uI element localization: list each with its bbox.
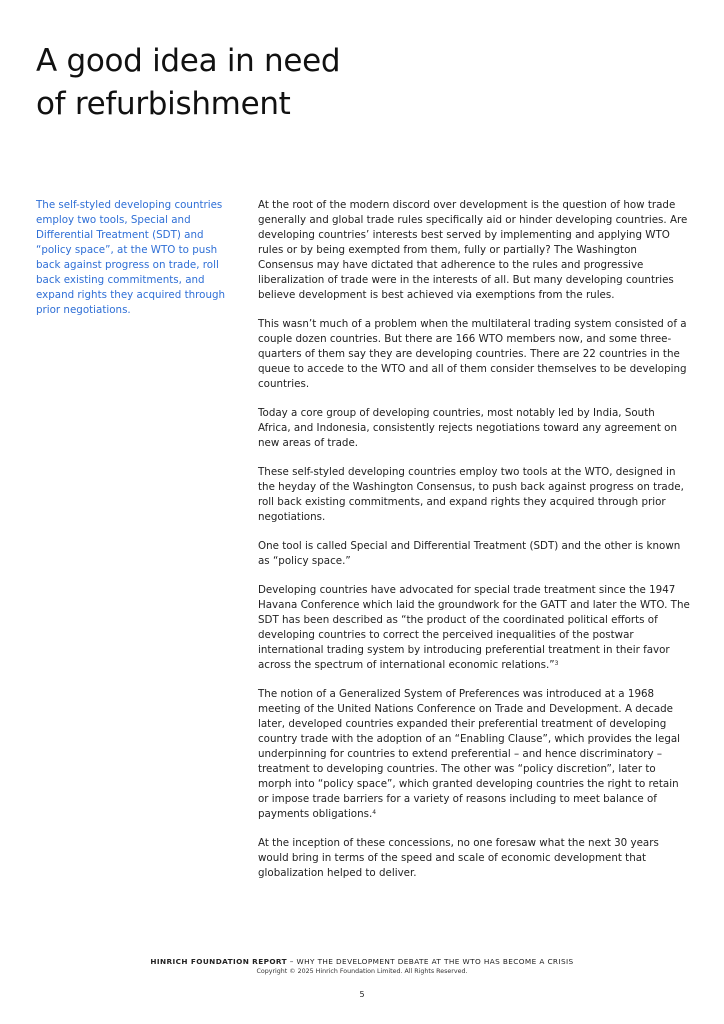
footnote-ref-3[interactable]: 3 — [554, 660, 559, 667]
paragraph-8: At the inception of these concessions, no one foresaw what the next 30 years would bring in terms of the speed and scale of economic development that globalization helped to deliver. — [258, 837, 659, 879]
footer-brand: HINRICH FOUNDATION REPORT — [150, 957, 287, 966]
footnote-ref-4[interactable]: 4 — [372, 809, 377, 816]
footer-copyright: Copyright © 2025 Hinrich Foundation Limited. All Rights Reserved. — [256, 968, 468, 975]
paragraph-4: These self-styled developing countries employ two tools at the WTO, designed in the heyday of the Washington Consensus, to push back against progress on trade, roll back existing commitments, and expand rights they acquired through prior negotiations. — [258, 466, 684, 523]
paragraph-5: One tool is called Special and Differential Treatment (SDT) and the other is known as “policy space.” — [258, 540, 681, 567]
title-line-2: of refurbishment — [36, 86, 291, 122]
paragraph-2: This wasn’t much of a problem when the multilateral trading system consisted of a couple dozen countries. But there are 166 WTO members now, and some three-quarters of them say they are developing countries. There are 22 countries in the queue to accede to the WTO and all of them consider themselves to be developing countries. — [258, 318, 687, 390]
page-number: 5 — [359, 990, 365, 999]
page-title — [36, 40, 456, 126]
body-column — [258, 198, 690, 895]
footer-report-title: – WHY THE DEVELOPMENT DEBATE AT THE WTO HAS BECOME A CRISIS — [287, 957, 574, 966]
paragraph-6 — [258, 583, 690, 673]
paragraph-7-text: The notion of a Generalized System of Preferences was introduced at a 1968 meeting of the United Nations Conference on Trade and Development. A decade later, developed countries expanded their preferential treatment of developing country trade with the adoption of an “Enabling Clause”, which provides the legal underpinning for countries to extend preferential – and hence discriminatory – treatment to developing countries. The other was “policy discretion”, later to morph into “policy space”, which granted developing countries the right to retain or impose trade barriers for a variety of reasons including to meet balance of payments obligations. — [258, 688, 681, 820]
footer-report-line — [0, 957, 724, 967]
paragraph-1: At the root of the modern discord over development is the question of how trade generally and global trade rules specifically aid or hinder developing countries. Are developing countries’ interests best served by implementing and applying WTO rules or by being exempted from them, fully or partially? The Washington Consensus may have dictated that adherence to the rules and progressive liberalization of trade were in the interests of all. But many developing countries believe development is best achieved via exemptions from the rules. — [258, 199, 688, 301]
paragraph-7 — [258, 687, 690, 822]
page-footer — [0, 957, 724, 976]
paragraph-6-text: Developing countries have advocated for special trade treatment since the 1947 Havana Conference which laid the groundwork for the GATT and later the WTO. The SDT has been described as “the product of the coordinated political efforts of developing countries to correct the perceived inequalities of the postwar international trading system by introducing preferential treatment in their favor across the spectrum of international economic relations.” — [258, 584, 690, 671]
paragraph-3: Today a core group of developing countries, most notably led by India, South Africa, and Indonesia, consistently rejects negotiations toward any agreement on new areas of trade. — [258, 407, 677, 449]
pull-quote: The self-styled developing countries employ two tools, Special and Differential Treatment (SDT) and “policy space”, at the WTO to push back against progress on trade, roll back existing commitments, and expand rights they acquired through prior negotiations. — [36, 199, 226, 316]
title-line-1: A good idea in need — [36, 43, 341, 79]
